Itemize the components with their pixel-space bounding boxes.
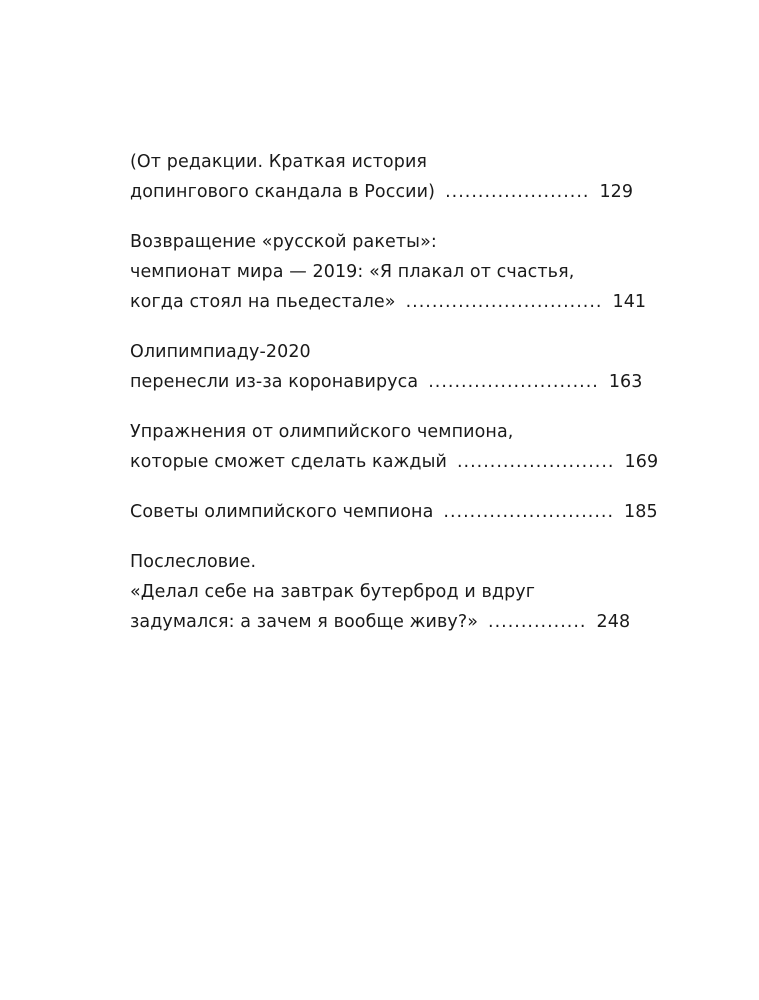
dot-leader: .............................. [405,292,603,312]
page-number: 248 [596,612,631,632]
toc-entry-title-line: допингового скандала в России) [130,182,436,202]
page-number: 163 [608,372,643,392]
toc-entry [130,227,647,317]
toc-entry-title-line: Возвращение «русской ракеты»: [130,232,437,252]
table-of-contents [130,147,659,657]
dot-leader: ...................... [445,182,590,202]
toc-entry-title-line: которые сможет сделать каждый [130,452,447,472]
toc-entry-title-line: Упражнения от олимпийского чемпиона, [130,422,514,442]
toc-entry-last-line [130,287,647,317]
dot-leader: ........................ [456,452,615,472]
toc-entry-last-line [130,607,631,637]
toc-entry-title-line: (От редакции. Краткая история [130,152,428,172]
toc-entry-last-line [130,177,634,207]
toc-entry-title-line: перенесли из-за коронавируса [130,372,419,392]
toc-entry [130,337,643,397]
toc-entry-last-line [130,367,643,397]
toc-entry-last-line [130,497,658,527]
dot-leader: .......................... [443,502,615,522]
toc-entry-title-line: Советы олимпийского чемпиона [130,502,434,522]
page-number: 185 [624,502,658,522]
toc-entry-title-line: «Делал себе на завтрак бутерброд и вдруг [130,582,536,602]
page-number: 141 [612,292,647,312]
dot-leader: ............... [488,612,587,632]
toc-entry-title-line: Олипимпиаду-2020 [130,342,311,362]
toc-entry-title-line: задумался: а зачем я вообще живу?» [130,612,479,632]
toc-entry-title-line: когда стоял на пьедестале» [130,292,396,312]
page-number: 129 [599,182,634,202]
toc-entry [130,417,659,477]
toc-entry [130,547,631,637]
toc-entry [130,147,634,207]
toc-entry-title-line: чемпионат мира — 2019: «Я плакал от счастья, [130,262,575,282]
toc-entry-title-line: Послесловие. [130,552,257,572]
dot-leader: .......................... [428,372,599,392]
page-number: 169 [624,452,659,472]
toc-entry [130,497,658,527]
toc-entry-last-line [130,447,659,477]
